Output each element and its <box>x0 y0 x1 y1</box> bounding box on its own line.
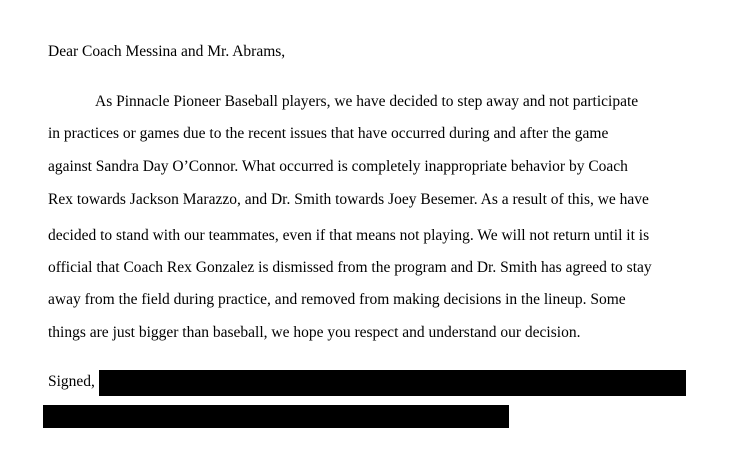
closing-signed: Signed, <box>48 373 95 390</box>
body-line: As Pinnacle Pioneer Baseball players, we have decided to step away and not participate <box>95 93 639 110</box>
body-line: away from the field during practice, and removed from making decisions in the lineup. Some <box>48 291 626 308</box>
body-line: in practices or games due to the recent issues that have occurred during and after the game <box>48 125 609 142</box>
body-line: official that Coach Rex Gonzalez is dismissed from the program and Dr. Smith has agreed to stay <box>48 259 652 276</box>
body-line: Rex towards Jackson Marazzo, and Dr. Smith towards Joey Besemer. As a result of this, we have <box>48 191 649 208</box>
names-redaction-bar <box>43 405 509 428</box>
body-line: against Sandra Day O’Connor. What occurred is completely inappropriate behavior by Coach <box>48 158 628 175</box>
body-line: things are just bigger than baseball, we hope you respect and understand our decision. <box>48 324 581 341</box>
body-line: decided to stand with our teammates, even if that means not playing. We will not return until it is <box>48 227 650 244</box>
salutation: Dear Coach Messina and Mr. Abrams, <box>48 43 286 60</box>
signature-redaction-bar <box>99 370 686 396</box>
